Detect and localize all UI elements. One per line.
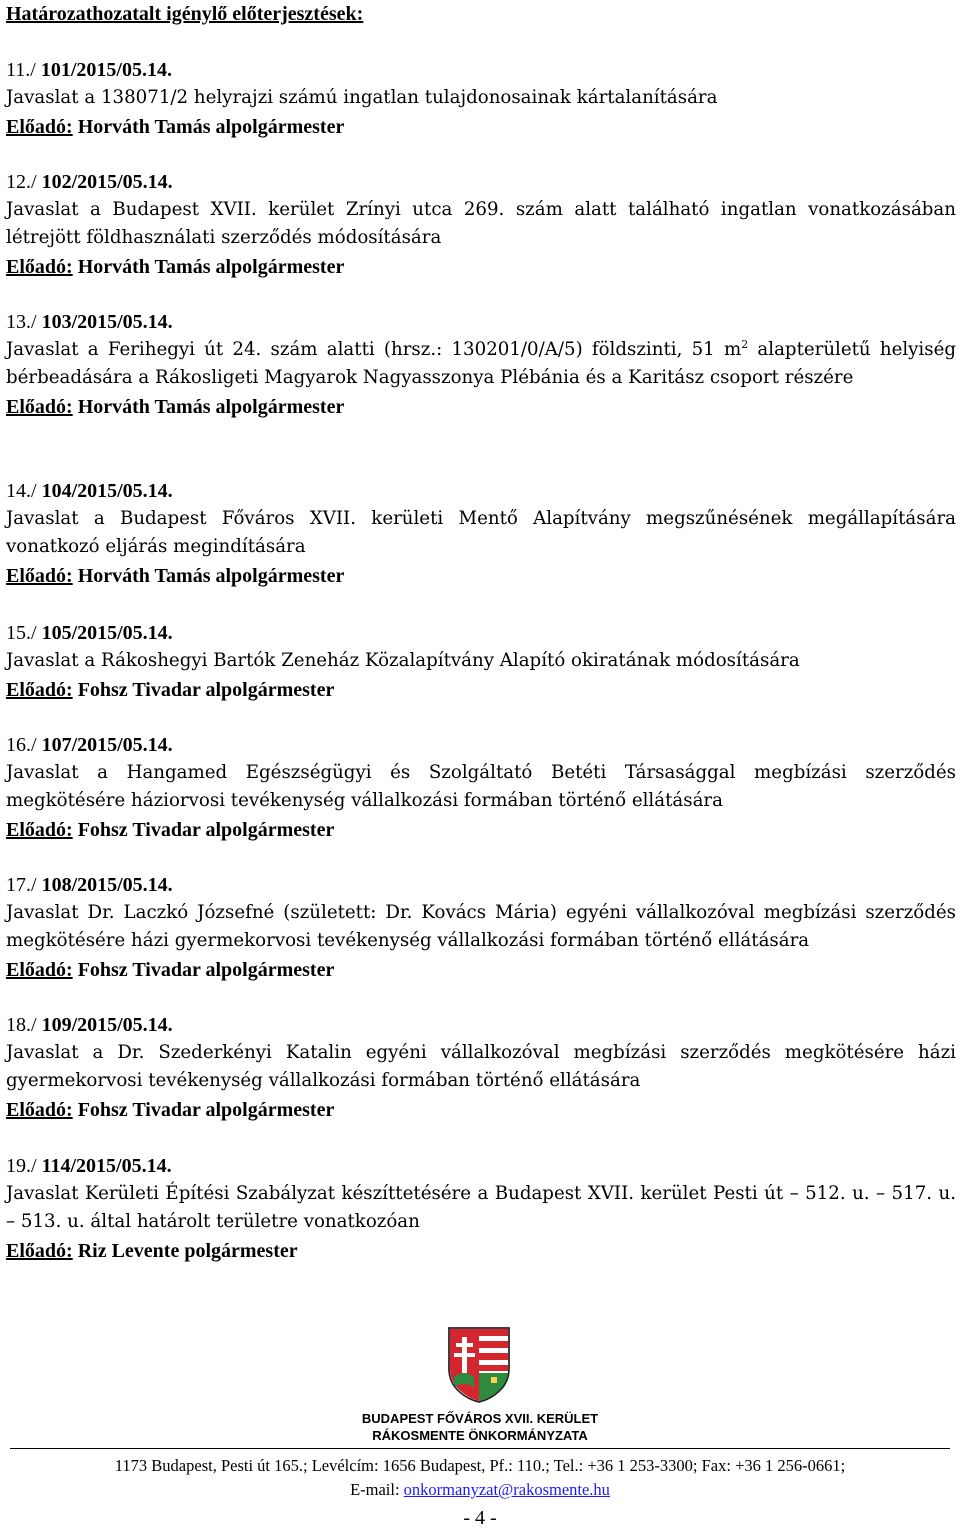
presenter-name: Horváth Tamás alpolgármester [72,565,345,587]
item-description [6,336,956,392]
description-text: alapterületű helyiség bérbeadására a Rákosligeti Magyarok Nagyasszonya Plébánia és a Karitász csoport részére [6,339,956,388]
presenter-name: Fohsz Tivadar alpolgármester [72,1099,335,1121]
presenter-label: Előadó: [6,819,73,841]
item-prefix: 18./ [6,1014,42,1036]
office-name-line1: BUDAPEST FŐVÁROS XVII. KERÜLET [361,1411,599,1426]
item-description: Javaslat a Budapest XVII. kerület Zrínyi utca 269. szám alatt található ingatlan vonatkozásában létrejött földhasználati szerződés módosítására [6,199,956,248]
item-prefix: 11./ [6,59,41,81]
item-presenter [6,815,956,845]
agenda-item [6,477,956,591]
agenda-item [6,308,956,422]
presenter-label: Előadó: [6,256,73,278]
agenda-item [6,56,956,142]
item-description: Javaslat a Hangamed Egészségügyi és Szolgáltató Betéti Társasággal megbízási szerződés megkötésére háziorvosi tevékenység vállalkozási formában történő ellátására [6,762,956,811]
item-presenter [6,1095,956,1125]
item-prefix: 19./ [6,1155,42,1177]
item-id: 107/2015/05.14. [41,734,173,756]
footer-divider [10,1448,950,1449]
presenter-name: Riz Levente polgármester [72,1240,298,1262]
presenter-label: Előadó: [6,959,73,981]
item-description: Javaslat a Rákoshegyi Bartók Zeneház Közalapítvány Alapító okiratának módosítására [6,650,800,671]
agenda-item [6,1152,956,1266]
item-number [6,308,956,336]
item-number [6,56,956,84]
presenter-name: Horváth Tamás alpolgármester [72,256,345,278]
item-id: 103/2015/05.14. [41,311,173,333]
office-name-line2: RÁKOSMENTE ÖNKORMÁNYZATA [372,1428,588,1443]
item-number [6,1011,956,1039]
agenda-item [6,168,956,282]
presenter-name: Fohsz Tivadar alpolgármester [72,959,335,981]
email-link[interactable]: onkormanyzat@rakosmente.hu [403,1480,610,1499]
item-number [6,477,956,505]
item-number [6,731,956,759]
item-prefix: 12./ [6,171,42,193]
item-number [6,619,956,647]
item-presenter [6,112,956,142]
item-id: 102/2015/05.14. [41,171,173,193]
presenter-label: Előadó: [6,565,73,587]
presenter-label: Előadó: [6,1099,73,1121]
agenda-item [6,731,956,845]
coat-of-arms-icon [446,1325,512,1403]
section-heading: Határozathozatalt igénylő előterjesztések: [6,3,364,25]
item-number [6,871,956,899]
agenda-item [6,1011,956,1125]
item-id: 109/2015/05.14. [41,1014,173,1036]
item-presenter [6,561,956,591]
footer-address: 1173 Budapest, Pesti út 165.; Levélcím: 1656 Budapest, Pf.: 110.; Tel.: +36 1 253-3300; Fax: +36 1 256-0661; [114,1456,846,1475]
item-description: Javaslat a Budapest Főváros XVII. kerületi Mentő Alapítvány megszűnésének megállapítására vonatkozó eljárás megindítására [6,508,956,557]
item-presenter [6,675,956,705]
item-id: 108/2015/05.14. [41,874,173,896]
presenter-label: Előadó: [6,679,73,701]
item-description: Javaslat Dr. Laczkó Józsefné (született: Dr. Kovács Mária) egyéni vállalkozóval megbízási szerződés megkötésére házi gyermekorvosi tevékenység vállalkozási formában történő ellátására [6,902,956,951]
page-number: - 4 - [463,1507,497,1529]
email-label: E-mail: [350,1480,404,1499]
item-presenter [6,252,956,282]
item-id: 114/2015/05.14. [41,1155,172,1177]
item-id: 104/2015/05.14. [41,480,173,502]
superscript: 2 [741,337,749,351]
presenter-label: Előadó: [6,116,73,138]
item-presenter [6,955,956,985]
item-prefix: 17./ [6,874,42,896]
presenter-label: Előadó: [6,1240,73,1262]
item-prefix: 14./ [6,480,42,502]
item-id: 105/2015/05.14. [41,622,173,644]
agenda-item [6,619,956,705]
presenter-name: Fohsz Tivadar alpolgármester [72,819,335,841]
item-number [6,1152,956,1180]
item-prefix: 15./ [6,622,42,644]
presenter-name: Horváth Tamás alpolgármester [72,116,345,138]
footer-email [0,1479,960,1501]
item-number [6,168,956,196]
item-presenter [6,392,956,422]
item-description: Javaslat a Dr. Szederkényi Katalin egyéni vállalkozóval megbízási szerződés megkötésére házi gyermekorvosi tevékenység vállalkozási formában történő ellátására [6,1042,956,1091]
agenda-item [6,871,956,985]
item-presenter [6,1236,956,1266]
item-description: Javaslat a 138071/2 helyrajzi számú ingatlan tulajdonosainak kártalanítására [6,87,718,108]
presenter-label: Előadó: [6,396,73,418]
item-prefix: 13./ [6,311,42,333]
item-prefix: 16./ [6,734,42,756]
presenter-name: Horváth Tamás alpolgármester [72,396,345,418]
item-description: Javaslat Kerületi Építési Szabályzat készíttetésére a Budapest XVII. kerület Pesti út – 512. u. – 517. u. – 513. u. által határolt területre vonatkozóan [6,1183,956,1232]
item-id: 101/2015/05.14. [40,59,172,81]
presenter-name: Fohsz Tivadar alpolgármester [72,679,335,701]
description-text: Javaslat a Ferihegyi út 24. szám alatti (hrsz.: 130201/0/A/5) földszinti, 51 m [6,339,742,360]
